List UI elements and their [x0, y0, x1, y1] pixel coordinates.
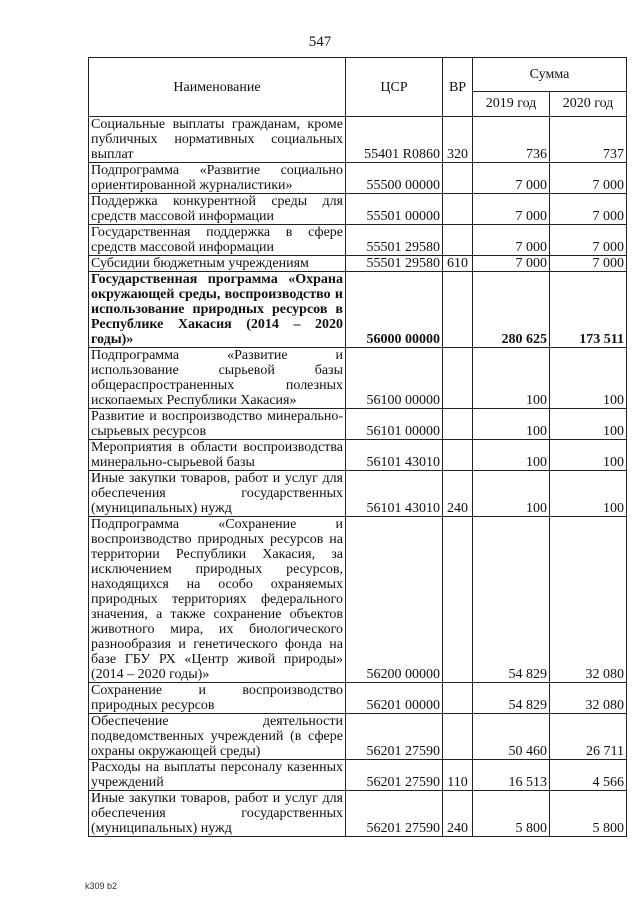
row-vr: 240 — [443, 791, 473, 837]
row-sum-2019: 54 829 — [473, 517, 550, 683]
row-sum-2020: 32 080 — [550, 517, 627, 683]
row-csr: 56201 27590 — [346, 714, 443, 760]
row-sum-2019: 50 460 — [473, 714, 550, 760]
budget-table — [88, 57, 627, 837]
row-sum-2020: 7 000 — [550, 256, 627, 272]
row-name: Обеспечение деятельности подведомственных учреждений (в сфере охраны окружающей среды) — [89, 714, 346, 760]
row-sum-2019: 7 000 — [473, 163, 550, 194]
table-row — [89, 683, 627, 714]
row-vr: 110 — [443, 760, 473, 791]
row-vr — [443, 683, 473, 714]
row-csr: 55501 29580 — [346, 256, 443, 272]
row-csr: 56101 43010 — [346, 440, 443, 471]
row-vr — [443, 714, 473, 760]
row-csr: 56201 00000 — [346, 683, 443, 714]
row-csr: 56101 43010 — [346, 471, 443, 517]
row-vr — [443, 194, 473, 225]
row-csr: 56000 00000 — [346, 272, 443, 348]
row-sum-2020: 100 — [550, 348, 627, 409]
page-number: 547 — [308, 34, 332, 50]
table-row — [89, 471, 627, 517]
table-row — [89, 760, 627, 791]
row-csr: 55500 00000 — [346, 163, 443, 194]
row-name: Подпрограмма «Развитие социально ориентированной журналистики» — [89, 163, 346, 194]
row-sum-2019: 7 000 — [473, 194, 550, 225]
header-year-2020: 2020 год — [550, 91, 627, 116]
row-vr — [443, 225, 473, 256]
row-name: Иные закупки товаров, работ и услуг для обеспечения государственных (муниципальных) нужд — [89, 791, 346, 837]
header-csr: ЦСР — [346, 58, 443, 117]
row-name: Подпрограмма «Развитие и использование сырьевой базы общераспространенных полезных ископаемых Республики Хакасия» — [89, 348, 346, 409]
row-sum-2019: 16 513 — [473, 760, 550, 791]
table-row — [89, 225, 627, 256]
row-sum-2019: 7 000 — [473, 256, 550, 272]
row-sum-2019: 736 — [473, 117, 550, 163]
table-row — [89, 409, 627, 440]
row-name: Социальные выплаты гражданам, кроме публичных нормативных социальных выплат — [89, 117, 346, 163]
row-csr: 56100 00000 — [346, 348, 443, 409]
row-sum-2020: 100 — [550, 409, 627, 440]
table-row — [89, 163, 627, 194]
row-sum-2019: 100 — [473, 471, 550, 517]
row-vr: 320 — [443, 117, 473, 163]
row-vr: 240 — [443, 471, 473, 517]
table-row — [89, 714, 627, 760]
footer-code: k309 b2 — [85, 881, 118, 891]
row-vr — [443, 517, 473, 683]
row-name: Расходы на выплаты персоналу казенных учреждений — [89, 760, 346, 791]
header-name: Наименование — [89, 58, 346, 117]
table-row — [89, 517, 627, 683]
row-sum-2019: 7 000 — [473, 225, 550, 256]
row-sum-2019: 100 — [473, 348, 550, 409]
row-vr: 610 — [443, 256, 473, 272]
header-year-2019: 2019 год — [473, 91, 550, 116]
row-csr: 56201 27590 — [346, 760, 443, 791]
row-sum-2020: 100 — [550, 471, 627, 517]
row-sum-2020: 26 711 — [550, 714, 627, 760]
table-row — [89, 791, 627, 837]
header-sum: Сумма — [473, 58, 627, 92]
row-csr: 56201 27590 — [346, 791, 443, 837]
row-name: Иные закупки товаров, работ и услуг для обеспечения государственных (муниципальных) нужд — [89, 471, 346, 517]
row-sum-2019: 100 — [473, 440, 550, 471]
row-sum-2020: 7 000 — [550, 225, 627, 256]
row-vr — [443, 409, 473, 440]
row-vr — [443, 163, 473, 194]
table-header — [89, 58, 627, 117]
table-row — [89, 256, 627, 272]
row-csr: 56200 00000 — [346, 517, 443, 683]
row-sum-2019: 280 625 — [473, 272, 550, 348]
table-row — [89, 117, 627, 163]
table-body — [89, 117, 627, 837]
row-sum-2019: 100 — [473, 409, 550, 440]
row-name: Развитие и воспроизводство минерально-сырьевых ресурсов — [89, 409, 346, 440]
row-sum-2020: 173 511 — [550, 272, 627, 348]
row-sum-2020: 4 566 — [550, 760, 627, 791]
row-csr: 55501 29580 — [346, 225, 443, 256]
row-name: Мероприятия в области воспроизводства минерально-сырьевой базы — [89, 440, 346, 471]
row-name: Субсидии бюджетным учреждениям — [89, 256, 346, 272]
table-row — [89, 348, 627, 409]
row-vr — [443, 272, 473, 348]
row-name: Подпрограмма «Сохранение и воспроизводство природных ресурсов на территории Республики Хакасия, за исключением природных ресурсов, находящихся на особо охраняемых природных территориях федерального значения, а также сохранение объектов животного мира, их биологического разнообразия и генетического фонда на базе ГБУ РХ «Центр живой природы» (2014 – 2020 годы)» — [89, 517, 346, 683]
row-vr — [443, 440, 473, 471]
row-sum-2020: 32 080 — [550, 683, 627, 714]
row-csr: 55401 R0860 — [346, 117, 443, 163]
header-vr: ВР — [443, 58, 473, 117]
row-name: Государственная поддержка в сфере средств массовой информации — [89, 225, 346, 256]
row-name: Государственная программа «Охрана окружающей среды, воспроизводство и использование природных ресурсов в Республике Хакасия (2014 – 2020 годы)» — [89, 272, 346, 348]
row-sum-2020: 100 — [550, 440, 627, 471]
row-name: Сохранение и воспроизводство природных ресурсов — [89, 683, 346, 714]
table-row — [89, 440, 627, 471]
row-name: Поддержка конкурентной среды для средств массовой информации — [89, 194, 346, 225]
table-row — [89, 194, 627, 225]
row-csr: 56101 00000 — [346, 409, 443, 440]
row-sum-2019: 5 800 — [473, 791, 550, 837]
row-csr: 55501 00000 — [346, 194, 443, 225]
row-sum-2020: 7 000 — [550, 163, 627, 194]
table-row — [89, 272, 627, 348]
row-sum-2020: 7 000 — [550, 194, 627, 225]
row-sum-2020: 737 — [550, 117, 627, 163]
row-sum-2020: 5 800 — [550, 791, 627, 837]
row-vr — [443, 348, 473, 409]
row-sum-2019: 54 829 — [473, 683, 550, 714]
